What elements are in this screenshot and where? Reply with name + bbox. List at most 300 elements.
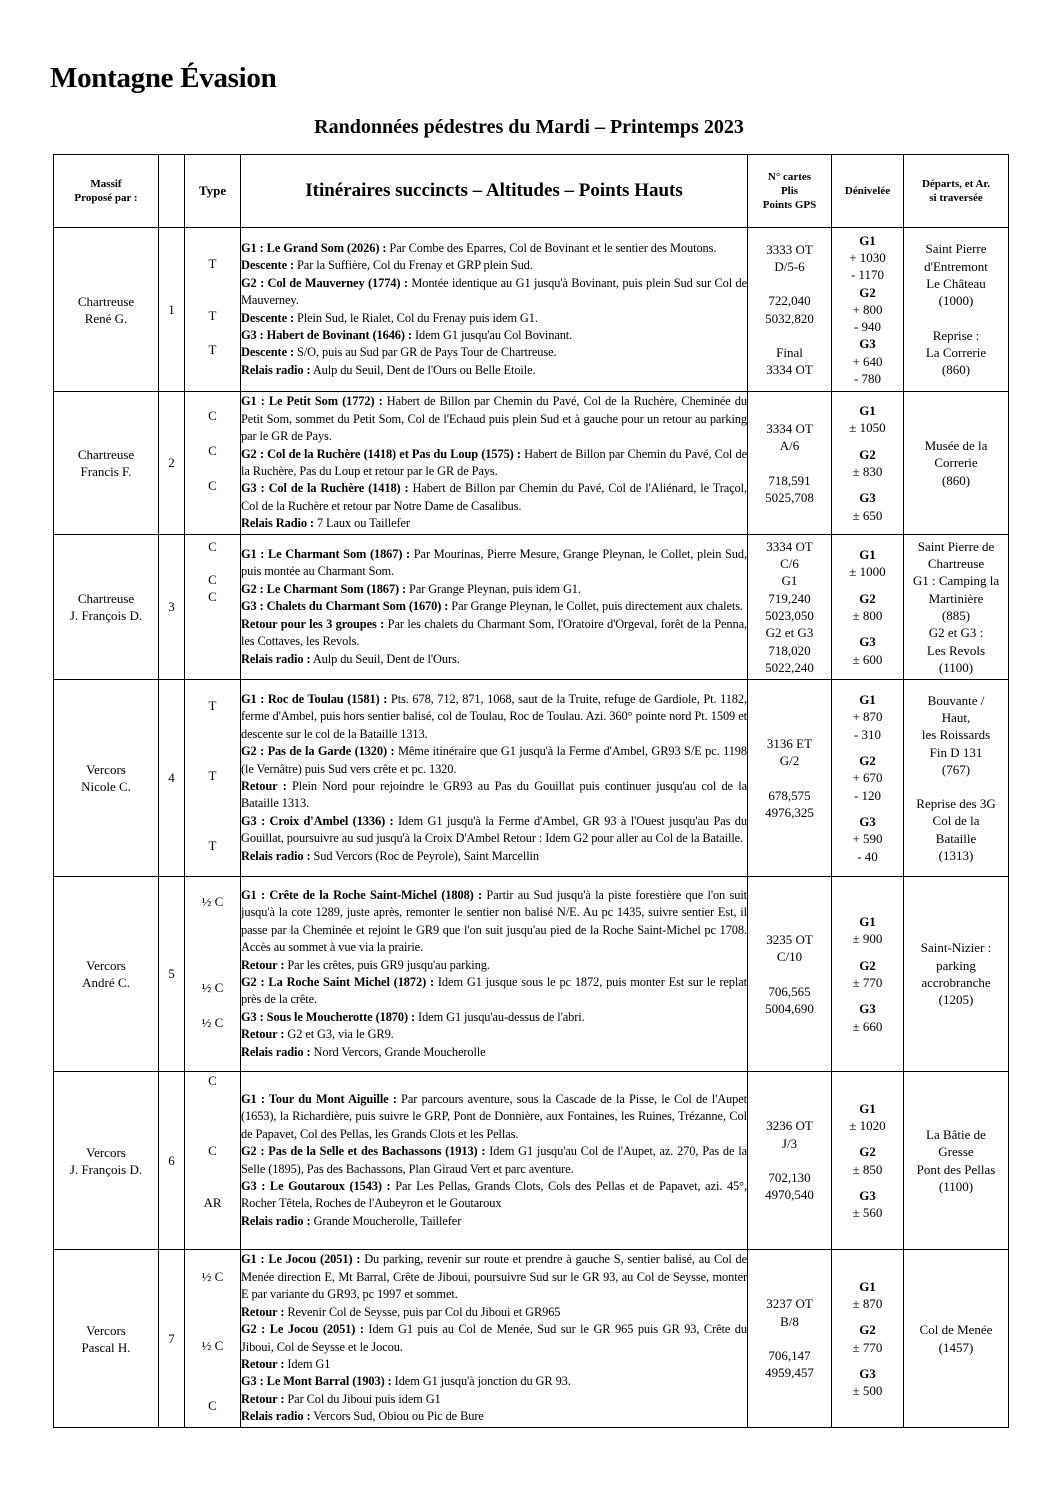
itinerary-text: Nord Vercors, Grande Moucherolle [310,1044,486,1059]
type-cell [185,1250,241,1428]
map-reference-cell [748,1072,832,1250]
itinerary-cell [241,877,748,1072]
itinerary-paragraph [241,515,747,532]
itinerary-text: Par parcours aventure, sous la Cascade de la Pisse, le Col de l'Aupet (1653), la Richardière, puis suivre le GRP, Pont de Donnière, aux Fontaines, les Ruines, Trézanne, Col de Papavet, Col des Pellas, les Grands Clots et les Pellas. [241,1091,747,1141]
massif-cell [54,877,159,1072]
itinerary-paragraph [241,1408,747,1425]
map-reference-cell [748,877,832,1072]
massif-name: Chartreuse [77,293,135,309]
header-denivelee: Dénivelée [832,155,904,228]
departure-line: (860) [941,362,971,378]
proposer-name: André C. [82,975,130,990]
itinerary-text: Idem G1 jusqu'au Col de l'Aupet, az. 270, Pas de la Selle (1895), Pas des Bachassons, Plan Giraud Vert et parc aventure. [241,1144,747,1176]
group-label: G3 [859,634,876,650]
itinerary-text: Par Col du Jiboui puis idem G1 [284,1391,441,1406]
document-subtitle: Randonnées pédestres du Mardi – Printemps 2023 [314,116,744,138]
itinerary-label: Retour : [241,1356,285,1371]
itinerary-paragraph [241,848,747,865]
elevation-value: ± 870 [852,1295,883,1311]
type-label: C [208,1398,217,1413]
itinerary-label: G2 : Pas de la Selle et des Bachassons (1913) : [241,1144,486,1159]
itinerary-paragraph [241,778,747,813]
type-label: ½ C [201,1015,224,1030]
type-cell [185,680,241,877]
header-type: Type [185,155,241,228]
itinerary-label: Descente : [241,345,295,360]
itinerary-text: Idem G1 jusqu'au-dessus de l'abri. [415,1009,585,1024]
table-row [54,1250,1009,1428]
map-reference-line: D/5-6 [774,258,805,274]
elevation-value: + 670 [852,770,883,786]
elevation-value: - 310 [853,726,882,742]
table-row [54,392,1009,535]
itinerary-label: G3 : Habert de Bovinant (1646) : [241,327,412,342]
itinerary-label: G2 : Le Charmant Som (1867) : [241,581,407,596]
departure-line: Les Revols [926,642,986,658]
map-reference-cell [748,392,832,535]
elevation-cell [832,228,904,392]
map-reference-line: 3334 OT [766,538,813,554]
itinerary-paragraph [241,1304,747,1321]
map-reference-line: 722,040 [768,293,811,309]
itinerary-text: G2 et G3, via le GR9. [284,1027,394,1042]
itinerary-label: G1 : Le Jocou (2051) : [241,1252,361,1267]
itinerary-paragraph [241,344,747,361]
elevation-value [832,624,903,633]
elevation-value: + 590 [852,831,883,847]
elevation-value: - 120 [853,787,882,803]
map-reference-line: 678,575 [768,787,811,803]
header-cartes: N° cartes Plis Points GPS [748,155,832,228]
type-label: ½ C [201,1269,224,1284]
type-label: ½ C [201,1338,224,1353]
group-label: G3 [859,1187,876,1203]
header-massif-line2: Proposé par : [74,192,138,204]
itinerary-cell [241,228,748,392]
departure-line: Saint Pierre [925,241,987,257]
map-reference-line [748,275,831,292]
type-cell [185,1072,241,1250]
departure-line: (860) [941,472,971,488]
map-reference-line: 706,565 [768,983,811,999]
itinerary-label: G2 : La Roche Saint Michel (1872) : [241,975,435,989]
itinerary-paragraph [241,1026,747,1043]
departure-line: parking [936,957,976,973]
elevation-value [832,1178,903,1187]
hiking-program-table [53,154,1009,1428]
type-label: ½ C [201,980,224,995]
elevation-value: ± 1020 [849,1117,886,1133]
map-reference-cell [748,680,832,877]
itinerary-text: 7 Laux ou Taillefer [313,516,410,531]
map-reference-line: J/3 [781,1135,798,1151]
departure-line: G2 et G3 : [928,625,984,641]
elevation-value: ± 800 [852,608,883,623]
departure-line: (1457) [938,1339,974,1355]
departure-line: Col de Menée [919,1322,993,1338]
type-label: C [208,443,217,458]
itinerary-text: Pts. 678, 712, 871, 1068, saut de la Truite, refuge de Gardiole, Pt. 1182, ferme d'Ambel, puis hors sentier balisé, col de Toulau, Roc de Toulau. Azi. 360° pointe nord Pt. 1509 et descente sur le col de la Bataille 1313. [241,691,747,741]
type-cell [185,535,241,680]
itinerary-text: Par la Suffière, Col du Frenay et GRP plein Sud. [294,258,533,273]
type-label: C [208,589,217,604]
massif-name: Vercors [86,1322,126,1338]
departure-line: accrobranche [921,975,991,990]
elevation-value: + 800 [852,301,883,317]
itinerary-label: G3 : Le Mont Barral (1903) : [241,1374,392,1389]
table-row [54,877,1009,1072]
departure-line: (1313) [938,848,974,864]
itinerary-label: Retour : [241,1304,285,1319]
itinerary-paragraph [241,362,747,379]
itinerary-paragraph [241,1391,747,1408]
itinerary-paragraph [241,651,747,668]
itinerary-text: Du parking, revenir sur route et prendre à gauche S, sentier balisé, au Col de Menée direction E, Mt Barral, Crête de Jiboui, poursuivre Sud sur le GR 93, au Col de Seysse, monter E par variante du GR93, pc 1997 et sommet. [241,1252,747,1302]
itinerary-text: Par Grange Pleynan, puis idem G1. [406,581,581,596]
type-cell [185,392,241,535]
departure-line: d'Entremont [924,258,988,274]
map-reference-line: A/6 [779,438,800,454]
elevation-value: ± 900 [852,931,883,947]
itinerary-text: Revenir Col de Seysse, puis par Col du Jiboui et GR965 [284,1304,561,1319]
map-reference-line: 5023,050 [765,608,814,623]
itinerary-text: Par les chalets du Charmant Som, l'Oratoire d'Orgeval, forêt de la Penna, les Cottaves, les Revols. [241,616,747,649]
departure-cell [904,680,1009,877]
itinerary-label: G2 : Pas de la Garde (1320) : [241,744,395,759]
itinerary-paragraph [241,813,747,848]
itinerary-label: G1 : Crête de la Roche Saint-Michel (1808) : [241,887,483,902]
departure-line: Chartreuse [927,556,985,572]
departure-line: Martinière [928,590,984,606]
group-label: G2 [859,957,876,973]
table-row [54,535,1009,680]
map-reference-cell [748,1250,832,1428]
elevation-value: ± 770 [852,1339,883,1355]
elevation-cell [832,392,904,535]
type-label: T [208,308,217,323]
header-massif-line1: Massif [90,178,122,190]
group-label: G1 [859,1278,876,1294]
elevation-value: ± 600 [852,651,883,667]
itinerary-text: Idem G1 puis au Col de Menée, Sud sur le GR 965 puis GR 93, Crête du Jiboui, Col de Seysse et le Jocou. [241,1322,747,1354]
map-reference-line: 718,020 [768,642,811,658]
itinerary-label: Relais radio : [241,1044,311,1059]
elevation-value [832,1356,903,1365]
departure-line: Bataille [935,830,977,846]
map-reference-line: 5032,820 [765,310,814,326]
map-reference-line: Final [776,344,803,360]
itinerary-text: Par Grange Pleynan, le Collet, puis directement aux chalets. [448,599,743,614]
massif-name: Chartreuse [77,591,135,606]
proposer-name: Francis F. [80,464,132,479]
departure-line: (1100) [938,1178,974,1194]
elevation-value [832,991,903,1000]
itinerary-label: G2 : Col de Mauverney (1774) : [241,275,408,290]
map-reference-line: 3334 OT [766,362,813,378]
proposer-name: Nicole C. [81,779,131,794]
itinerary-cell [241,1250,748,1428]
map-reference-line: 718,591 [768,472,811,488]
type-label: T [208,838,217,853]
elevation-value: ± 1000 [849,564,886,580]
elevation-value: ± 560 [852,1205,883,1221]
departure-cell [904,228,1009,392]
map-reference-line: 3136 ET [766,735,813,751]
itinerary-label: G1 : Tour du Mont Aiguille : [241,1091,397,1106]
itinerary-paragraph [241,1178,747,1213]
elevation-value [832,437,903,446]
map-reference-line: 4976,325 [765,804,814,820]
itinerary-label: G3 : Croix d'Ambel (1336) : [241,813,394,828]
table-row [54,680,1009,877]
proposer-name: J. François D. [69,1161,143,1177]
itinerary-paragraph [241,446,747,481]
itinerary-label: G1 : Le Grand Som (2026) : [241,240,387,255]
type-label: AR [203,1195,222,1210]
table-row [54,1072,1009,1250]
massif-name: Vercors [86,1144,126,1160]
group-label: G1 [859,403,876,419]
elevation-value: ± 830 [852,464,883,479]
departure-cell [904,1072,1009,1250]
map-reference-line: 5004,690 [765,1000,814,1016]
map-reference-line: 3333 OT [766,241,813,257]
proposer-name: J. François D. [69,608,143,623]
type-label: T [208,256,217,271]
itinerary-text: Par Les Pellas, Grands Clots, Cols des Pellas et de Papavet, azi. 45°, Rocher Têtela, Roches de l'Aubeyron et le Goutaroux [241,1178,747,1211]
massif-cell [54,392,159,535]
elevation-value [832,948,903,957]
elevation-value: ± 660 [852,1018,883,1034]
type-cell [185,228,241,392]
departure-cell [904,877,1009,1072]
elevation-value: ± 850 [852,1161,883,1177]
departure-line: Gresse [938,1144,974,1160]
departure-line: Haut, [941,709,971,725]
massif-cell [54,680,159,877]
departure-line: Pont des Pellas [916,1161,996,1177]
itinerary-text: Par Combe des Eparres, Col de Bovinant et le sentier des Moutons. [386,240,717,255]
itinerary-label: Retour : [241,1391,285,1406]
elevation-value: ± 500 [852,1383,883,1399]
group-label: G2 [859,446,876,462]
itinerary-paragraph [241,743,747,778]
itinerary-text: Partir au Sud jusqu'à la piste forestière que l'on suit jusqu'à la cote 1289, juste après, remonter le sentier non balisé N/E. Au pc 1435, suivre sentier Est, il passe par la Cheminée et rejoint le GR9 que l'on suit jusqu'au pied de la Roche Saint-Michel pc 1708. Accès au sommet à vue via la prairie. [241,887,748,955]
departure-cell [904,535,1009,680]
departure-line: Saint Pierre de [917,538,995,554]
group-label: G3 [859,490,876,506]
map-reference-line [748,770,831,787]
departure-line [904,310,1008,327]
hike-number: 4 [159,680,185,877]
itinerary-text: Habert de Billon par Chemin du Pavé, Col de la Ruchère, Cheminée du Petit Som, sommet du Petit Som, Col de l'Echaud puis plein Sud et à gauche pour un retour au parking par le GR de Pays. [241,394,748,444]
group-label: G3 [859,1001,876,1017]
hike-number: 6 [159,1072,185,1250]
departure-line: Reprise : [932,327,980,343]
itinerary-text: Par Mourinas, Pierre Mesure, Grange Pleynan, le Collet, plein Sud, puis montée au Charmant Som. [241,547,747,579]
table-header-row [54,155,1009,228]
map-reference-line: G2 et G3 [765,625,814,641]
type-label: ½ C [201,894,224,909]
massif-name: Vercors [86,762,126,777]
departure-line: G1 : Camping la [912,573,1000,589]
map-reference-line: 702,130 [768,1170,811,1185]
itinerary-label: Relais radio : [241,362,311,377]
itinerary-text: Sud Vercors (Roc de Peyrole), Saint Marcellin [310,848,539,863]
map-reference-cell [748,228,832,392]
itinerary-paragraph [241,1009,747,1026]
itinerary-paragraph [241,1251,747,1303]
elevation-value [832,1134,903,1143]
map-reference-line: 719,240 [768,590,811,606]
map-reference-line: 5022,240 [765,659,814,675]
itinerary-label: G1 : Le Petit Som (1772) : [241,394,383,409]
map-reference-line [748,1152,831,1169]
map-reference-line: 3236 OT [766,1118,813,1134]
massif-cell [54,228,159,392]
group-label: G3 [859,336,876,352]
type-label: C [208,539,217,554]
departure-cell [904,1250,1009,1428]
itinerary-paragraph [241,240,747,257]
itinerary-label: G2 : Le Jocou (2051) : [241,1322,364,1337]
itinerary-paragraph [241,1143,747,1178]
header-massif [54,155,159,228]
elevation-value: - 40 [857,848,878,864]
map-reference-line: C/10 [776,949,803,965]
header-departs: Départs, et Ar. si traversée [904,155,1009,228]
hike-number: 2 [159,392,185,535]
massif-cell [54,1250,159,1428]
itinerary-paragraph [241,327,747,344]
itinerary-paragraph [241,1356,747,1373]
elevation-value [832,581,903,590]
itinerary-paragraph [241,616,747,651]
itinerary-label: G3 : Col de la Ruchère (1418) : [241,481,409,496]
departure-line: (1100) [938,659,974,675]
itinerary-paragraph [241,598,747,615]
itinerary-paragraph [241,1373,747,1390]
itinerary-text: Aulp du Seuil, Dent de l'Ours. [310,651,460,666]
itinerary-label: Descente : [241,258,295,273]
type-cell [185,877,241,1072]
group-label: G1 [859,1100,876,1116]
itinerary-text: Idem G1 jusqu'à la Ferme d'Ambel, GR 93 à l'Ouest jusqu'au Pas du Gouillat, poursuivre au sud jusqu'à la Croix D'Ambel Retour : Idem G2 pour aller au Col de la Bataille. [241,813,747,846]
map-reference-line [748,1330,831,1347]
itinerary-label: Relais radio : [241,651,311,666]
itinerary-cell [241,392,748,535]
itinerary-label: Relais radio : [241,1409,311,1424]
itinerary-label: G2 : Col de la Ruchère (1418) et Pas du Loup (1575) : [241,446,521,461]
map-reference-line: 4959,457 [765,1365,814,1381]
itinerary-label: G1 : Le Charmant Som (1867) : [241,547,411,562]
itinerary-text: Aulp du Seuil, Dent de l'Ours ou Belle Etoile. [310,362,536,377]
departure-line: (1000) [938,293,974,309]
elevation-cell [832,877,904,1072]
itinerary-label: Descente : [241,310,295,325]
elevation-value: + 1030 [849,249,886,265]
type-label: C [208,408,217,423]
elevation-value: + 870 [852,709,883,725]
departure-line: Reprise des 3G [916,796,996,812]
itinerary-text: S/O, puis au Sud par GR de Pays Tour de Chartreuse. [294,345,557,360]
departure-line: (1205) [938,992,974,1008]
itinerary-paragraph [241,691,747,743]
itinerary-paragraph [241,546,747,581]
type-label: C [208,1073,217,1088]
group-label: G1 [859,232,876,248]
itinerary-text: Habert de Billon par Chemin du Pavé, Col de l'Aliénard, le Traçol, Col de la Ruchère et retour par Notre Dame de Casalibus. [241,481,747,513]
proposer-name: Pascal H. [81,1339,131,1355]
elevation-value: ± 1050 [849,420,886,436]
elevation-cell [832,1250,904,1428]
organization-title: Montagne Évasion [50,62,277,94]
itinerary-paragraph [241,1091,747,1143]
itinerary-paragraph [241,257,747,274]
itinerary-cell [241,535,748,680]
map-reference-line: 3334 OT [766,420,813,436]
itinerary-paragraph [241,393,747,445]
map-reference-line [748,455,831,472]
departure-line: les Roissards [921,727,991,743]
itinerary-paragraph [241,1044,747,1061]
map-reference-line: 3235 OT [766,931,813,947]
itinerary-text: Habert de Billon par Chemin du Pavé, Col de la Ruchère, Pas du Loup et retour par le GR de Pays. [241,446,747,478]
departure-line: Saint-Nizier : [920,940,992,956]
table-row [54,228,1009,392]
itinerary-paragraph [241,581,747,598]
itinerary-text: Vercors Sud, Obiou ou Pic de Bure [310,1409,484,1424]
itinerary-text: Idem G1 jusqu'au Col Bovinant. [411,327,573,342]
elevation-value: - 940 [853,319,882,335]
itinerary-label: G1 : Roc de Toulau (1581) : [241,691,388,706]
elevation-cell [832,680,904,877]
massif-name: Vercors [86,958,126,973]
itinerary-paragraph [241,1213,747,1230]
group-label: G2 [859,1144,876,1160]
itinerary-paragraph [241,275,747,310]
departure-line: Le Château [926,276,986,292]
map-reference-line: 5025,708 [765,489,814,505]
departure-cell [904,392,1009,535]
elevation-value: - 780 [853,371,882,387]
type-label: T [208,342,217,357]
elevation-value: + 640 [852,353,883,369]
itinerary-cell [241,1072,748,1250]
elevation-value [832,1312,903,1321]
departure-line: Musée de la [924,438,988,454]
header-itineraires: Itinéraires succincts – Altitudes – Points Hauts [241,155,748,228]
elevation-value [832,804,903,813]
itinerary-label: Relais radio : [241,848,311,863]
itinerary-label: G3 : Chalets du Charmant Som (1670) : [241,599,449,614]
itinerary-label: Retour : [241,1027,285,1042]
group-label: G2 [859,1322,876,1338]
hike-number: 5 [159,877,185,1072]
type-label: C [208,478,217,493]
map-reference-line: 4970,540 [765,1187,814,1203]
itinerary-label: Relais Radio : [241,516,314,531]
departure-line [904,778,1008,795]
group-label: G1 [859,547,876,563]
departure-line: Bouvante / [927,692,985,708]
elevation-value [832,480,903,489]
itinerary-cell [241,680,748,877]
map-reference-line: C/6 [780,556,799,572]
map-reference-line [748,327,831,344]
massif-cell [54,1072,159,1250]
map-reference-cell [748,535,832,680]
